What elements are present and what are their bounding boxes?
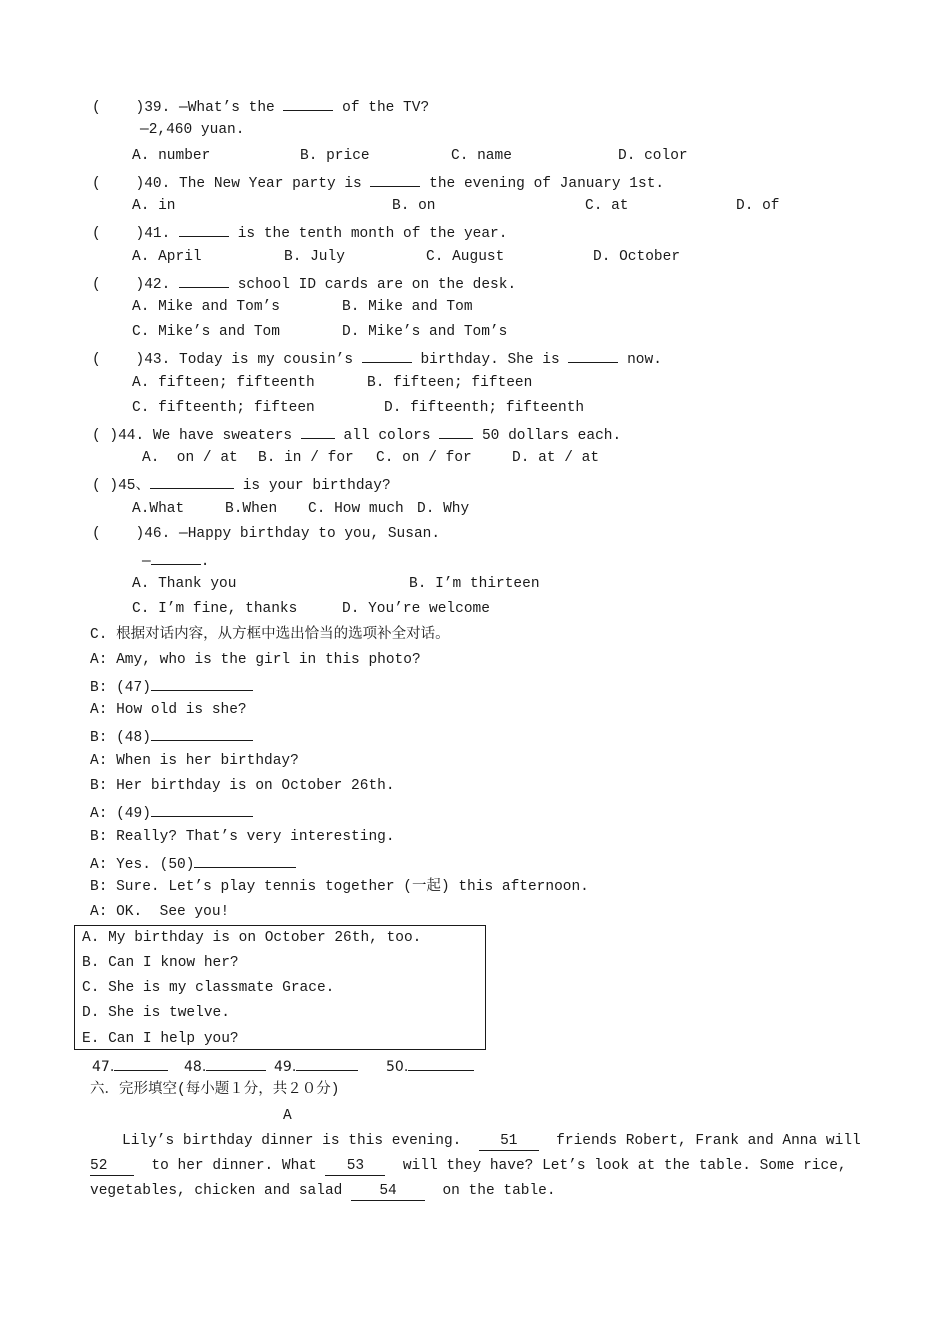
blank-53: 53 bbox=[325, 1157, 385, 1176]
blank-54: 54 bbox=[351, 1182, 425, 1201]
dialog-line: A: How old is she? bbox=[90, 702, 247, 718]
q43-opt-c: C. fifteenth; fifteen bbox=[132, 400, 315, 416]
q43-stem: ( )43. Today is my cousin’s birthday. She is now. bbox=[92, 348, 662, 369]
q39-opt-c: C. name bbox=[451, 148, 512, 164]
q40-opt-a: A. in bbox=[132, 198, 176, 214]
blank bbox=[568, 348, 618, 363]
blank bbox=[301, 424, 335, 439]
box-option: D. She is twelve. bbox=[82, 1005, 230, 1021]
blank bbox=[206, 1056, 266, 1071]
q46-opt-b: B. I’m thirteen bbox=[409, 576, 540, 592]
q39-answer: —2,460 yuan. bbox=[140, 122, 245, 138]
q43-opt-b: B. fifteen; fifteen bbox=[367, 375, 533, 391]
q45-opt-c: C. How much bbox=[308, 501, 404, 517]
blank bbox=[194, 853, 296, 868]
passage-label: A bbox=[283, 1108, 292, 1124]
dialog-line: B: (47) bbox=[90, 676, 253, 697]
dialog-line: A: (49) bbox=[90, 802, 253, 823]
q40-opt-b: B. on bbox=[392, 198, 436, 214]
dialog-line: B: Really? That’s very interesting. bbox=[90, 829, 395, 845]
dialog-line: A: When is her birthday? bbox=[90, 753, 299, 769]
passage-line: vegetables, chicken and salad 54 on the table. bbox=[90, 1183, 556, 1199]
q39-opt-a: A. number bbox=[132, 148, 211, 164]
blank bbox=[151, 802, 253, 817]
q40-opt-d: D. of bbox=[736, 198, 780, 214]
q44-opt-b: B. in / for bbox=[258, 450, 354, 466]
answer-49: 49. bbox=[274, 1056, 358, 1076]
box-option: C. She is my classmate Grace. bbox=[82, 980, 335, 996]
blank bbox=[150, 474, 234, 489]
blank bbox=[408, 1056, 474, 1071]
q46-opt-d: D. You’re welcome bbox=[342, 601, 490, 617]
q44-opt-a: A. on / at bbox=[142, 450, 238, 466]
q44-opt-c: C. on / for bbox=[376, 450, 472, 466]
blank-52: 52 bbox=[90, 1157, 134, 1176]
box-option: E. Can I help you? bbox=[82, 1031, 239, 1047]
q46-answer: — . bbox=[142, 550, 209, 571]
section-c-title: C. 根据对话内容，从方框中选出恰当的选项补全对话。 bbox=[90, 627, 450, 643]
blank bbox=[114, 1056, 168, 1071]
q44-stem: ( )44. We have sweaters all colors 50 dollars each. bbox=[92, 424, 621, 445]
dialog-line: A: OK. See you! bbox=[90, 904, 230, 920]
q39-opt-d: D. color bbox=[618, 148, 688, 164]
q45-opt-d: D. Why bbox=[417, 501, 470, 517]
q42-opt-c: C. Mike’s and Tom bbox=[132, 324, 280, 340]
q45-stem: ( )45、 is your birthday? bbox=[92, 474, 391, 495]
blank bbox=[151, 550, 201, 565]
dialog-line: B: Her birthday is on October 26th. bbox=[90, 778, 395, 794]
q41-opt-b: B. July bbox=[284, 249, 345, 265]
passage-line: Lily’s birthday dinner is this evening. 51 friends Robert, Frank and Anna will bbox=[122, 1133, 861, 1149]
q42-opt-d: D. Mike’s and Tom’s bbox=[342, 324, 508, 340]
q46-opt-a: A. Thank you bbox=[132, 576, 237, 592]
q43-opt-d: D. fifteenth; fifteenth bbox=[384, 400, 585, 416]
q46-stem: ( )46. —Happy birthday to you, Susan. bbox=[92, 526, 441, 542]
q41-opt-d: D. October bbox=[593, 249, 681, 265]
dialog-line: B: Sure. Let’s play tennis together (一起) this afternoon. bbox=[90, 879, 589, 895]
blank bbox=[296, 1056, 358, 1071]
answer-48: 48. bbox=[184, 1056, 266, 1076]
blank-51: 51 bbox=[479, 1132, 539, 1151]
blank bbox=[283, 96, 333, 111]
q39-opt-b: B. price bbox=[300, 148, 370, 164]
q42-opt-b: B. Mike and Tom bbox=[342, 299, 473, 315]
blank bbox=[179, 273, 229, 288]
blank bbox=[439, 424, 473, 439]
blank bbox=[370, 172, 420, 187]
q41-opt-c: C. August bbox=[426, 249, 505, 265]
answer-47: 47. bbox=[92, 1056, 168, 1076]
q41-stem: ( )41. is the tenth month of the year. bbox=[92, 222, 507, 243]
blank bbox=[151, 676, 253, 691]
dialog-line: A: Amy, who is the girl in this photo? bbox=[90, 652, 421, 668]
box-option: B. Can I know her? bbox=[82, 955, 239, 971]
q45-opt-a: A.What bbox=[132, 501, 185, 517]
blank bbox=[362, 348, 412, 363]
q40-stem: ( )40. The New Year party is the evening of January 1st. bbox=[92, 172, 664, 193]
q42-stem: ( )42. school ID cards are on the desk. bbox=[92, 273, 516, 294]
q46-opt-c: C. I’m fine, thanks bbox=[132, 601, 298, 617]
dialog-line: B: (48) bbox=[90, 726, 253, 747]
q42-opt-a: A. Mike and Tom’s bbox=[132, 299, 280, 315]
answer-50: 50. bbox=[386, 1056, 474, 1076]
section-6-title: 六．完形填空(每小题１分，共２０分) bbox=[90, 1082, 340, 1098]
passage-line: 52 to her dinner. What 53 will they have? Let’s look at the table. Some rice, bbox=[90, 1158, 847, 1174]
box-option: A. My birthday is on October 26th, too. bbox=[82, 930, 422, 946]
blank bbox=[151, 726, 253, 741]
q39-stem: ( )39. —What’s the of the TV? bbox=[92, 96, 429, 117]
q40-opt-c: C. at bbox=[585, 198, 629, 214]
blank bbox=[179, 222, 229, 237]
q44-opt-d: D. at / at bbox=[512, 450, 600, 466]
q45-opt-b: B.When bbox=[225, 501, 278, 517]
dialog-line: A: Yes. (50) bbox=[90, 853, 296, 874]
q43-opt-a: A. fifteen; fifteenth bbox=[132, 375, 315, 391]
q41-opt-a: A. April bbox=[132, 249, 202, 265]
